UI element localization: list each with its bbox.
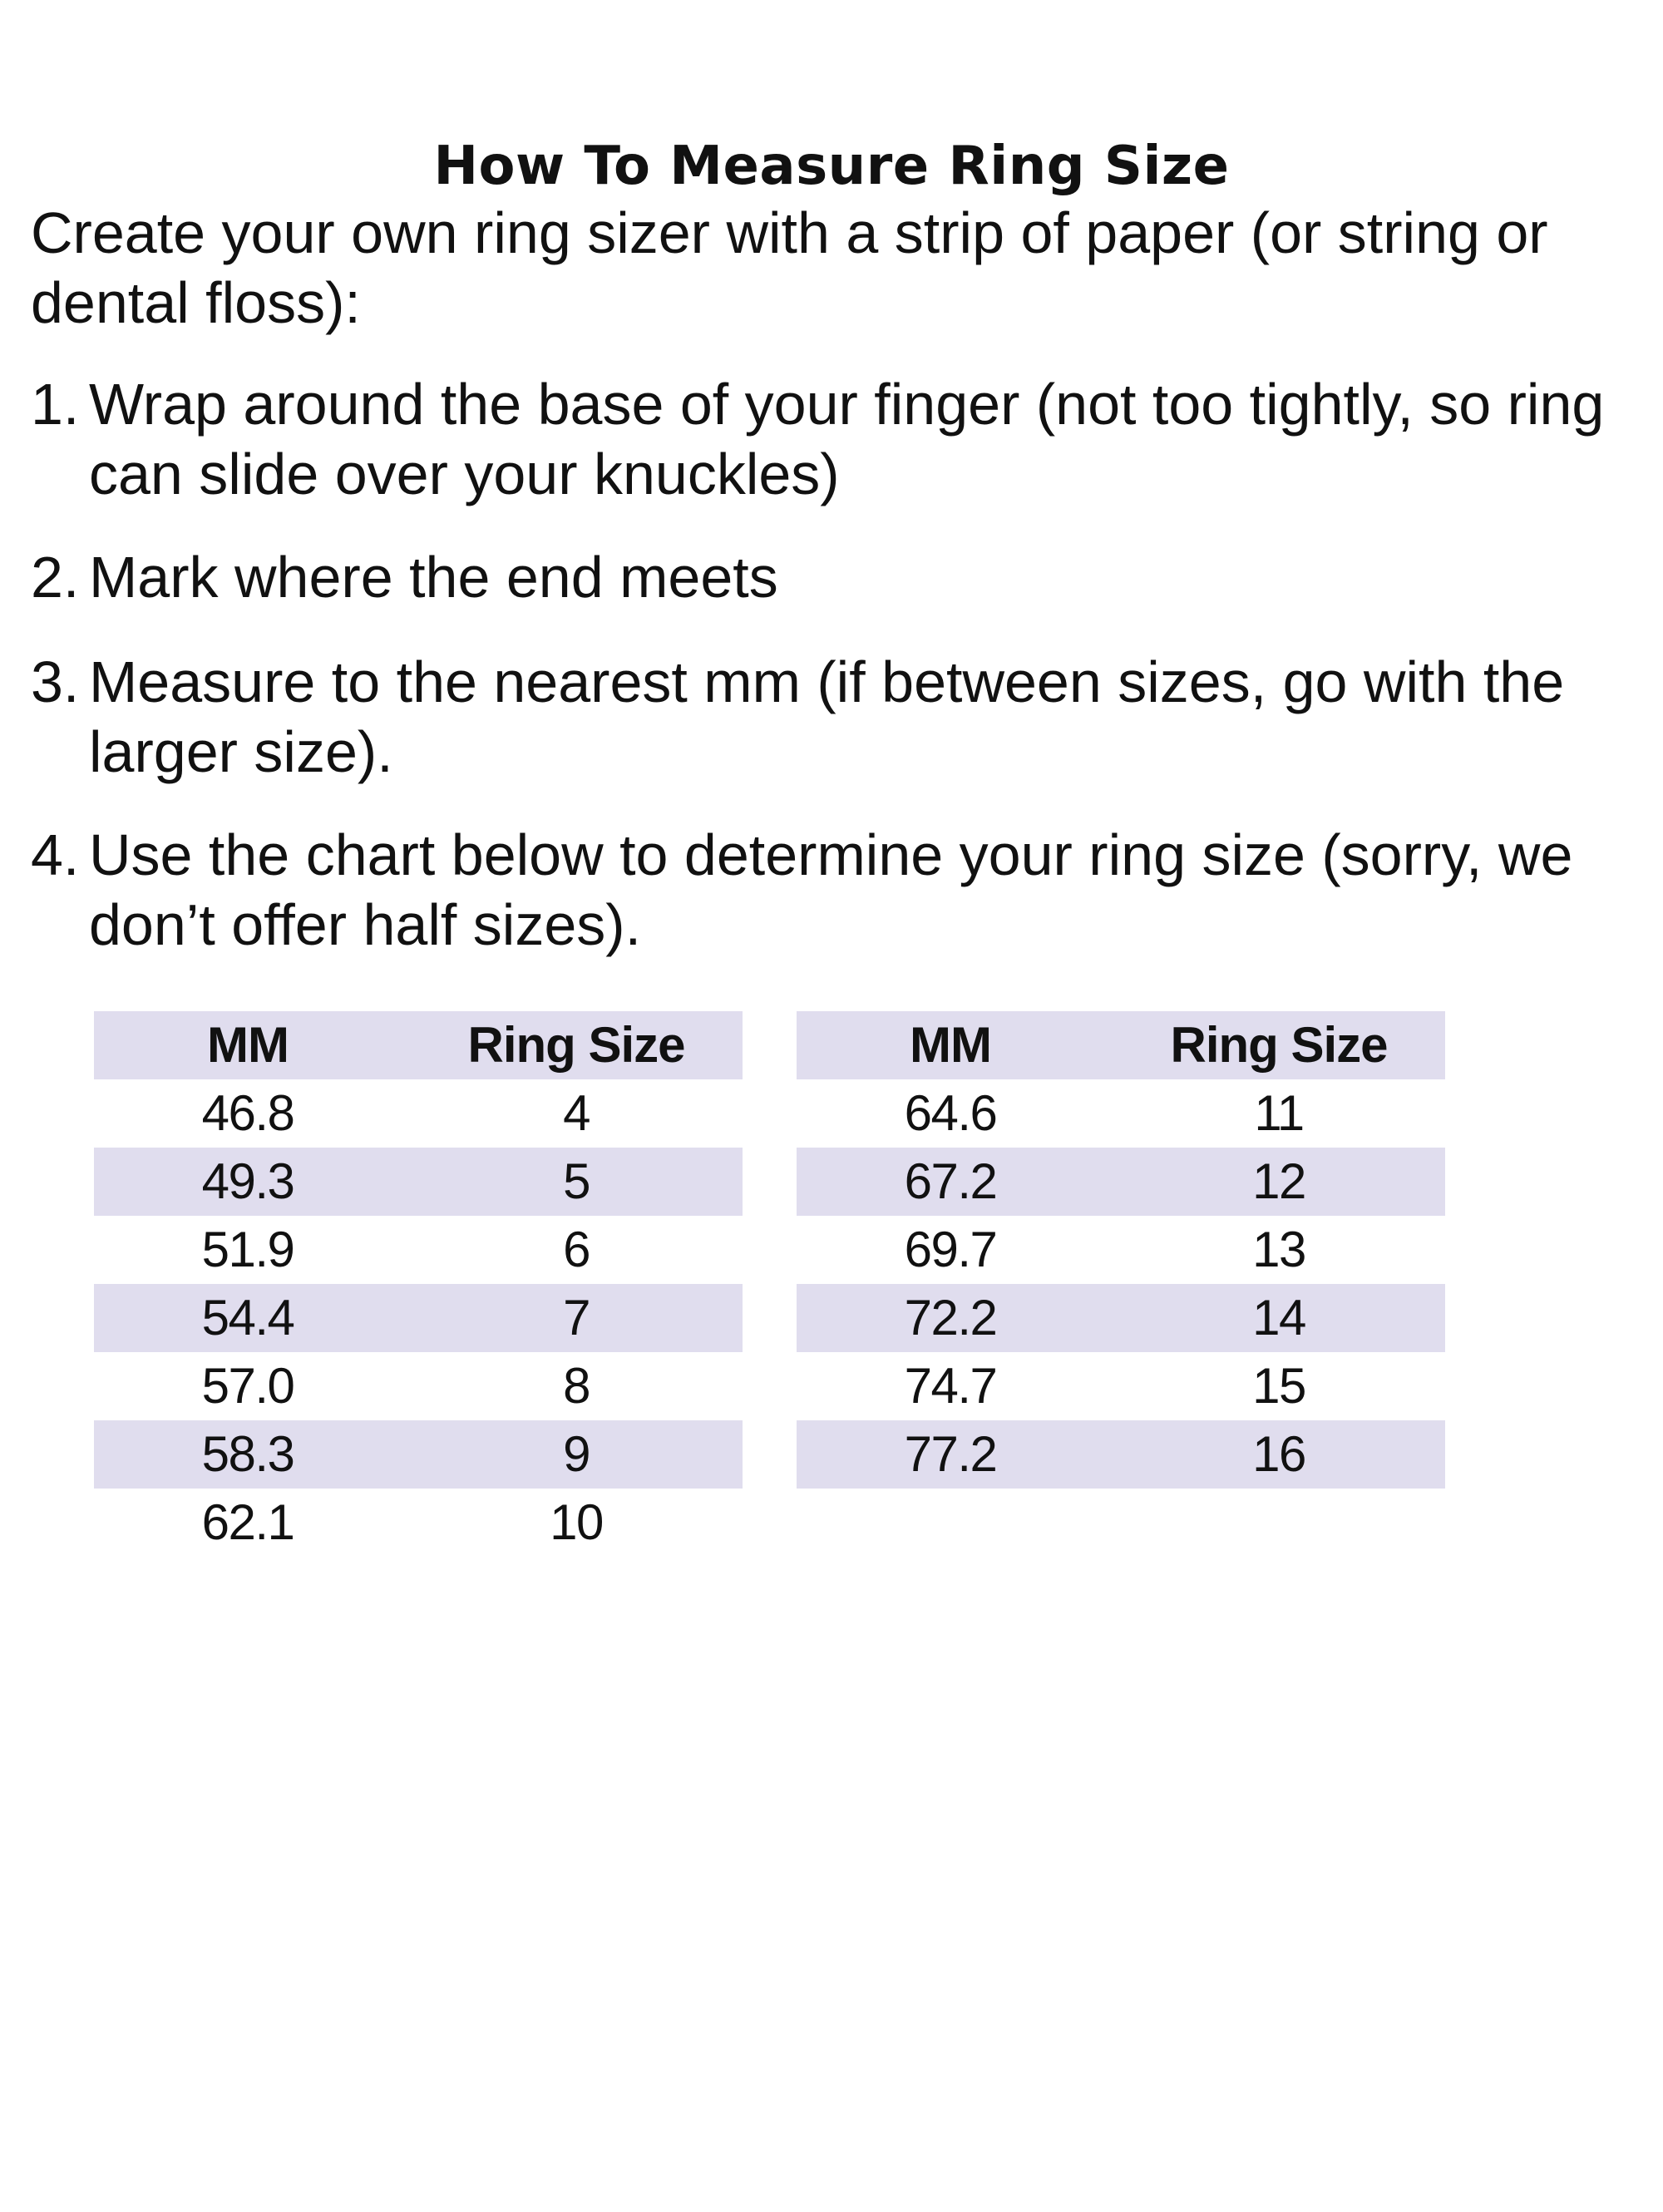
table-row [94,1352,743,1420]
table-row [797,1420,1445,1489]
page-title: How To Measure Ring Size [433,135,1230,197]
mm-cell: 58.3 [94,1420,410,1489]
ring-size-table-right [797,1011,1445,1489]
header-ring-size: Ring Size [410,1011,743,1079]
ring-size-cell: 10 [550,1494,603,1550]
table-row [94,1216,743,1284]
ring-size-cell: 16 [1113,1420,1445,1489]
ring-size-cell: 15 [1252,1358,1305,1414]
table-row [797,1216,1445,1284]
step-text: Use the chart below to determine your ring size (sorry, we don’t offer half sizes). [89,822,1573,957]
table-row [94,1148,743,1216]
mm-cell: 46.8 [201,1085,294,1141]
step-2 [31,542,1627,612]
ring-size-cell: 5 [410,1148,743,1216]
step-3 [31,647,1627,787]
step-1 [31,369,1627,509]
ring-size-table-left [94,1011,743,1557]
mm-cell: 77.2 [797,1420,1113,1489]
table-row [797,1284,1445,1352]
ring-size-cell: 11 [1254,1085,1304,1141]
step-text: Wrap around the base of your finger (not too tightly, so ring can slide over your knuckles) [89,372,1605,506]
step-number: 1. [31,372,80,437]
table-row [797,1148,1445,1216]
ring-size-cell: 13 [1252,1222,1305,1277]
step-text: Measure to the nearest mm (if between sizes, go with the larger size). [89,649,1565,784]
ring-size-cell: 6 [563,1222,590,1277]
step-text: Mark where the end meets [89,545,778,610]
mm-cell: 49.3 [94,1148,410,1216]
header-ring-size: Ring Size [1113,1011,1445,1079]
header-mm: MM [797,1011,1113,1079]
ring-size-cell: 7 [410,1284,743,1352]
ring-size-cell: 8 [563,1358,590,1414]
table-header-row [797,1011,1445,1079]
ring-size-cell: 4 [563,1085,590,1141]
mm-cell: 51.9 [201,1222,294,1277]
mm-cell: 64.6 [904,1085,997,1141]
mm-cell: 69.7 [904,1222,997,1277]
ring-size-cell: 14 [1113,1284,1445,1352]
table-row [94,1079,743,1148]
header-mm: MM [94,1011,410,1079]
ring-size-cell: 12 [1113,1148,1445,1216]
step-number: 4. [31,822,80,887]
table-row [94,1420,743,1489]
intro-paragraph: Create your own ring sizer with a strip of paper (or string or dental floss): [31,200,1548,335]
step-number: 2. [31,545,80,610]
step-4 [31,820,1627,960]
mm-cell: 54.4 [94,1284,410,1352]
mm-cell: 57.0 [201,1358,294,1414]
mm-cell: 74.7 [904,1358,997,1414]
table-row [797,1352,1445,1420]
table-row [94,1489,743,1557]
mm-cell: 62.1 [201,1494,294,1550]
ring-size-cell: 9 [410,1420,743,1489]
mm-cell: 72.2 [797,1284,1113,1352]
table-row [94,1284,743,1352]
mm-cell: 67.2 [797,1148,1113,1216]
table-row [797,1079,1445,1148]
table-header-row [94,1011,743,1079]
step-number: 3. [31,649,80,714]
